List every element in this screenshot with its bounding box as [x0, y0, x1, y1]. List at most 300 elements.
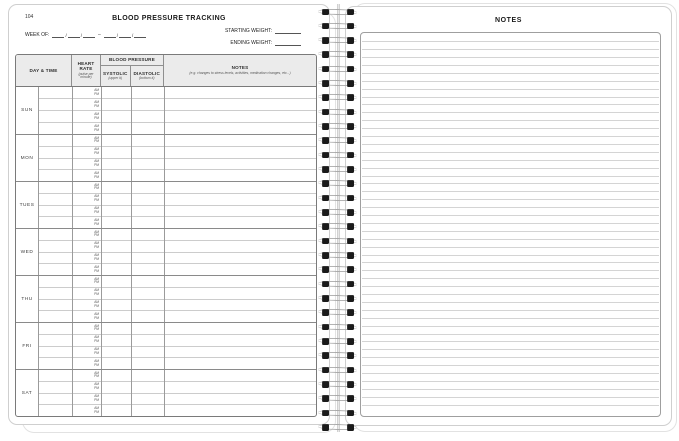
- notes-cell: [165, 241, 316, 253]
- spiral-binding: [315, 0, 361, 441]
- ruled-line: [362, 294, 659, 295]
- am-pm-marker: AM PM: [94, 217, 99, 226]
- am-pm-marker: AM PM: [94, 276, 99, 285]
- ruled-line: [362, 365, 659, 366]
- notes-cell: [165, 170, 316, 181]
- ruled-line: [362, 223, 659, 224]
- punch-hole-right: [347, 281, 354, 288]
- time-cell: [39, 264, 72, 275]
- column-header-notes: NOTES (e.g. changes to stress levels, activities, medication changes, etc...): [189, 65, 291, 75]
- am-pm-marker: AM PM: [94, 206, 99, 214]
- am-pm-marker: AM PM: [94, 335, 99, 344]
- page-title: BLOOD PRESSURE TRACKING: [112, 15, 226, 22]
- heart-rate-cell: [73, 358, 101, 369]
- heart-rate-cell: [73, 229, 101, 241]
- punch-hole-right: [347, 295, 354, 302]
- ruled-line: [362, 326, 659, 327]
- time-cell: [39, 311, 72, 322]
- notes-cell: [165, 147, 316, 159]
- notes-cell: [165, 370, 316, 382]
- heart-rate-cell: [73, 405, 101, 416]
- systolic-cell: [102, 370, 131, 382]
- punch-hole-right: [347, 109, 354, 116]
- date-slash: /: [116, 33, 119, 38]
- systolic-cell: [102, 394, 131, 406]
- systolic-cell-column: [101, 370, 131, 416]
- diastolic-cell: [132, 358, 164, 369]
- punch-hole-left: [322, 23, 329, 30]
- ruled-line: [362, 160, 659, 161]
- systolic-cell: [102, 300, 131, 312]
- date-slash: /: [80, 33, 82, 38]
- ruled-line: [362, 97, 659, 98]
- punch-hole-right: [347, 137, 354, 144]
- systolic-cell: [102, 182, 131, 194]
- heart-rate-cell: [73, 159, 101, 171]
- systolic-cell: [102, 206, 131, 218]
- ruled-line: [362, 397, 659, 398]
- time-cell: [39, 206, 72, 218]
- heart-rate-cell-column: [72, 87, 101, 134]
- ruled-line: [362, 310, 659, 311]
- binding-coil: [315, 149, 361, 161]
- heart-rate-cell: [73, 253, 101, 265]
- column-header-blood-pressure: BLOOD PRESSURE: [101, 55, 163, 66]
- notes-cell: [165, 394, 316, 406]
- time-cell-column: [38, 323, 72, 369]
- ruled-line: [362, 239, 659, 240]
- time-cell: [39, 405, 72, 416]
- ruled-line: [362, 270, 659, 271]
- time-cell: [39, 276, 72, 288]
- heart-rate-cell-column: [72, 370, 101, 416]
- ruled-line: [362, 120, 659, 121]
- time-cell: [39, 241, 72, 253]
- punch-hole-left: [322, 37, 329, 44]
- column-header-heart-rate: HEART RATE (pulse per minute): [72, 55, 101, 86]
- ruled-line: [362, 183, 659, 184]
- heart-rate-cell: [73, 394, 101, 406]
- am-pm-marker: AM PM: [94, 264, 99, 273]
- notes-cell-column: [164, 87, 316, 134]
- week-of-blank: [68, 34, 80, 38]
- diastolic-cell: [132, 135, 164, 147]
- diastolic-cell: [132, 382, 164, 394]
- punch-hole-right: [347, 166, 354, 173]
- heart-rate-cell: [73, 347, 101, 359]
- time-cell: [39, 111, 72, 123]
- am-pm-marker: AM PM: [94, 358, 99, 367]
- am-pm-marker: AM PM: [94, 288, 99, 297]
- heart-rate-cell: [73, 241, 101, 253]
- am-pm-marker: AM PM: [94, 370, 99, 379]
- heart-rate-cell: [73, 111, 101, 123]
- punch-hole-left: [322, 66, 329, 73]
- column-header-blood-pressure-group: [101, 55, 164, 86]
- diastolic-cell: [132, 206, 164, 218]
- time-cell: [39, 253, 72, 265]
- punch-hole-right: [347, 123, 354, 130]
- diastolic-cell: [132, 300, 164, 312]
- left-page: [8, 4, 330, 425]
- column-header-diastolic: DIASTOLIC (bottom #): [133, 70, 160, 81]
- time-cell: [39, 135, 72, 147]
- ending-weight-label: ENDING WEIGHT:: [230, 40, 272, 46]
- systolic-cell: [102, 335, 131, 347]
- date-slash: /: [65, 33, 67, 38]
- week-of-blank: [116, 33, 134, 38]
- punch-hole-left: [322, 424, 329, 431]
- notes-cell: [165, 206, 316, 218]
- am-pm-marker: AM PM: [94, 182, 99, 191]
- binding-coil: [315, 121, 361, 133]
- binding-coil: [315, 178, 361, 190]
- binding-coil: [315, 63, 361, 75]
- heart-rate-cell: [73, 123, 101, 134]
- binding-coil: [315, 20, 361, 32]
- ruled-line: [362, 57, 659, 58]
- time-cell-column: [38, 135, 72, 181]
- punch-hole-left: [322, 381, 329, 388]
- am-pm-marker: AM PM: [94, 111, 99, 120]
- table-body: [16, 87, 316, 416]
- systolic-cell: [102, 159, 131, 171]
- punch-hole-right: [347, 152, 354, 159]
- week-of-blank: [80, 33, 95, 38]
- punch-hole-left: [322, 51, 329, 58]
- diastolic-cell: [132, 405, 164, 416]
- diastolic-cell: [132, 182, 164, 194]
- punch-hole-right: [347, 324, 354, 331]
- ruled-line: [362, 389, 659, 390]
- day-label: SAT: [21, 390, 33, 396]
- binding-coil: [315, 135, 361, 147]
- day-row-tues: [16, 181, 316, 228]
- notes-cell-column: [164, 229, 316, 275]
- diastolic-cell: [132, 99, 164, 111]
- systolic-cell: [102, 276, 131, 288]
- heart-rate-cell: [73, 288, 101, 300]
- time-cell: [39, 358, 72, 369]
- notes-cell: [165, 335, 316, 347]
- heart-rate-cell-column: [72, 276, 101, 322]
- systolic-cell: [102, 358, 131, 369]
- notes-cell: [165, 382, 316, 394]
- diastolic-cell-column: [131, 135, 164, 181]
- diastolic-cell-column: [131, 276, 164, 322]
- systolic-cell: [102, 405, 131, 416]
- punch-hole-left: [322, 123, 329, 130]
- systolic-cell: [102, 288, 131, 300]
- day-label: WED: [20, 249, 34, 255]
- diastolic-cell-column: [131, 323, 164, 369]
- heart-rate-cell-column: [72, 229, 101, 275]
- ruled-line: [362, 73, 659, 74]
- diastolic-cell: [132, 370, 164, 382]
- notes-cell: [165, 123, 316, 134]
- punch-hole-left: [322, 338, 329, 345]
- notes-cell: [165, 87, 316, 99]
- diastolic-cell-column: [131, 229, 164, 275]
- ruled-line: [362, 318, 659, 319]
- notes-cell: [165, 405, 316, 416]
- ruled-line: [362, 144, 659, 145]
- binding-coil: [315, 250, 361, 262]
- day-row-fri: [16, 322, 316, 369]
- time-cell: [39, 123, 72, 134]
- punch-hole-left: [322, 180, 329, 187]
- systolic-cell: [102, 229, 131, 241]
- day-cell: [16, 135, 38, 181]
- systolic-cell: [102, 135, 131, 147]
- heart-rate-cell: [73, 382, 101, 394]
- systolic-cell-column: [101, 87, 131, 134]
- binding-coil: [315, 407, 361, 419]
- ruled-line: [362, 302, 659, 303]
- page-number: 104: [25, 14, 34, 20]
- notes-cell: [165, 194, 316, 206]
- punch-hole-left: [322, 166, 329, 173]
- heart-rate-cell-column: [72, 182, 101, 228]
- diastolic-cell: [132, 323, 164, 335]
- diastolic-cell: [132, 111, 164, 123]
- notes-cell: [165, 111, 316, 123]
- punch-hole-right: [347, 23, 354, 30]
- punch-hole-left: [322, 238, 329, 245]
- am-pm-marker: AM PM: [94, 135, 99, 144]
- heart-rate-cell-column: [72, 135, 101, 181]
- binding-coil: [315, 6, 361, 18]
- day-cell: [16, 370, 38, 416]
- punch-hole-left: [322, 80, 329, 87]
- heart-rate-cell: [73, 276, 101, 288]
- week-of-row: [25, 32, 146, 38]
- starting-weight-blank: [275, 30, 301, 34]
- am-pm-marker: AM PM: [94, 241, 99, 250]
- day-cell: [16, 276, 38, 322]
- notes-cell: [165, 182, 316, 194]
- heart-rate-cell: [73, 370, 101, 382]
- punch-hole-left: [322, 94, 329, 101]
- binding-coil: [315, 164, 361, 176]
- punch-hole-right: [347, 309, 354, 316]
- ruled-line: [362, 357, 659, 358]
- range-separator: –: [97, 32, 101, 38]
- time-cell: [39, 300, 72, 312]
- notes-cell: [165, 276, 316, 288]
- notes-cell-column: [164, 276, 316, 322]
- am-pm-marker: AM PM: [94, 405, 99, 414]
- binding-coil: [315, 278, 361, 290]
- ruled-line: [362, 255, 659, 256]
- heart-rate-cell: [73, 311, 101, 322]
- ruled-line: [362, 381, 659, 382]
- time-cell-column: [38, 276, 72, 322]
- systolic-cell: [102, 99, 131, 111]
- punch-hole-left: [322, 195, 329, 202]
- time-cell: [39, 382, 72, 394]
- diastolic-cell-column: [131, 370, 164, 416]
- diastolic-cell: [132, 147, 164, 159]
- time-cell: [39, 182, 72, 194]
- punch-hole-right: [347, 180, 354, 187]
- diastolic-cell: [132, 241, 164, 253]
- punch-hole-right: [347, 51, 354, 58]
- time-cell: [39, 347, 72, 359]
- heart-rate-cell: [73, 194, 101, 206]
- am-pm-marker: AM PM: [94, 123, 99, 132]
- punch-hole-right: [347, 66, 354, 73]
- notes-cell-column: [164, 135, 316, 181]
- day-label: MON: [20, 155, 34, 161]
- notes-cell: [165, 217, 316, 228]
- notes-cell-column: [164, 182, 316, 228]
- heart-rate-cell: [73, 264, 101, 275]
- starting-weight-label: STARTING WEIGHT:: [224, 28, 272, 34]
- punch-hole-left: [322, 137, 329, 144]
- punch-hole-right: [347, 9, 354, 16]
- punch-hole-left: [322, 295, 329, 302]
- diastolic-cell: [132, 288, 164, 300]
- am-pm-marker: AM PM: [94, 347, 99, 355]
- binding-coil: [315, 350, 361, 362]
- punch-hole-left: [322, 9, 329, 16]
- am-pm-marker: AM PM: [94, 170, 99, 179]
- diastolic-cell: [132, 347, 164, 359]
- notes-cell: [165, 135, 316, 147]
- time-cell-column: [38, 370, 72, 416]
- week-of-blank: [52, 33, 67, 38]
- systolic-cell: [102, 323, 131, 335]
- binding-coil: [315, 192, 361, 204]
- systolic-cell: [102, 253, 131, 265]
- ruled-line: [362, 262, 659, 263]
- binding-coil: [315, 207, 361, 219]
- ruled-line: [362, 112, 659, 113]
- time-cell: [39, 229, 72, 241]
- notes-cell: [165, 311, 316, 322]
- binding-coil: [315, 336, 361, 348]
- heart-rate-cell: [73, 170, 101, 181]
- diastolic-cell: [132, 229, 164, 241]
- notes-cell: [165, 347, 316, 359]
- binding-coil: [315, 393, 361, 405]
- time-cell: [39, 99, 72, 111]
- binding-coil: [315, 293, 361, 305]
- ruled-line: [362, 247, 659, 248]
- ruled-line: [362, 136, 659, 137]
- diastolic-cell: [132, 159, 164, 171]
- punch-hole-left: [322, 152, 329, 159]
- notes-cell: [165, 288, 316, 300]
- diastolic-cell: [132, 253, 164, 265]
- punch-hole-right: [347, 395, 354, 402]
- binding-coil: [315, 49, 361, 61]
- diastolic-cell: [132, 87, 164, 99]
- binding-coil: [315, 78, 361, 90]
- punch-hole-left: [322, 352, 329, 359]
- time-cell-column: [38, 87, 72, 134]
- ruled-line: [362, 41, 659, 42]
- table-header: [16, 55, 316, 87]
- ruled-line: [362, 278, 659, 279]
- am-pm-marker: AM PM: [94, 87, 99, 96]
- ruled-line: [362, 168, 659, 169]
- column-header-systolic: SYSTOLIC (upper #): [101, 66, 131, 86]
- systolic-cell-column: [101, 182, 131, 228]
- notes-cell: [165, 264, 316, 275]
- starting-weight-row: [225, 28, 301, 34]
- binding-coil: [315, 35, 361, 47]
- am-pm-marker: AM PM: [94, 311, 99, 320]
- am-pm-marker: AM PM: [94, 159, 99, 167]
- diastolic-cell: [132, 217, 164, 228]
- binding-coil: [315, 235, 361, 247]
- ending-weight-row: [230, 40, 301, 46]
- time-cell: [39, 335, 72, 347]
- heart-rate-cell: [73, 99, 101, 111]
- punch-hole-right: [347, 266, 354, 273]
- diastolic-cell: [132, 394, 164, 406]
- punch-hole-right: [347, 367, 354, 374]
- heart-rate-cell: [73, 87, 101, 99]
- diastolic-cell-column: [131, 182, 164, 228]
- ruled-line: [362, 215, 659, 216]
- ruled-line: [362, 286, 659, 287]
- ruled-line: [362, 49, 659, 50]
- punch-hole-right: [347, 252, 354, 259]
- time-cell: [39, 194, 72, 206]
- punch-hole-left: [322, 223, 329, 230]
- punch-hole-right: [347, 338, 354, 345]
- systolic-cell: [102, 87, 131, 99]
- notes-cell: [165, 300, 316, 312]
- time-cell: [39, 170, 72, 181]
- systolic-cell: [102, 123, 131, 134]
- ruled-line: [362, 207, 659, 208]
- heart-rate-cell: [73, 300, 101, 312]
- ruled-line: [362, 128, 659, 129]
- punch-hole-right: [347, 195, 354, 202]
- ruled-line: [362, 231, 659, 232]
- day-row-thu: [16, 275, 316, 322]
- systolic-cell: [102, 170, 131, 181]
- day-label: FRI: [22, 343, 32, 349]
- binding-coil: [315, 321, 361, 333]
- binding-coil: [315, 221, 361, 233]
- ruled-line: [362, 81, 659, 82]
- ruled-line: [362, 65, 659, 66]
- ruled-line: [362, 104, 659, 105]
- ruled-line: [362, 191, 659, 192]
- notes-ruled-area: [360, 32, 661, 417]
- day-cell: [16, 229, 38, 275]
- systolic-cell: [102, 382, 131, 394]
- heart-rate-cell: [73, 135, 101, 147]
- ruled-line: [362, 341, 659, 342]
- day-row-mon: [16, 134, 316, 181]
- diastolic-cell: [132, 123, 164, 134]
- heart-rate-cell: [73, 182, 101, 194]
- systolic-cell: [102, 194, 131, 206]
- notes-cell: [165, 229, 316, 241]
- am-pm-marker: AM PM: [94, 194, 99, 203]
- systolic-cell-column: [101, 323, 131, 369]
- day-label: SUN: [21, 108, 33, 113]
- systolic-cell-column: [101, 135, 131, 181]
- notes-page-title: NOTES: [494, 17, 523, 24]
- day-cell: [16, 182, 38, 228]
